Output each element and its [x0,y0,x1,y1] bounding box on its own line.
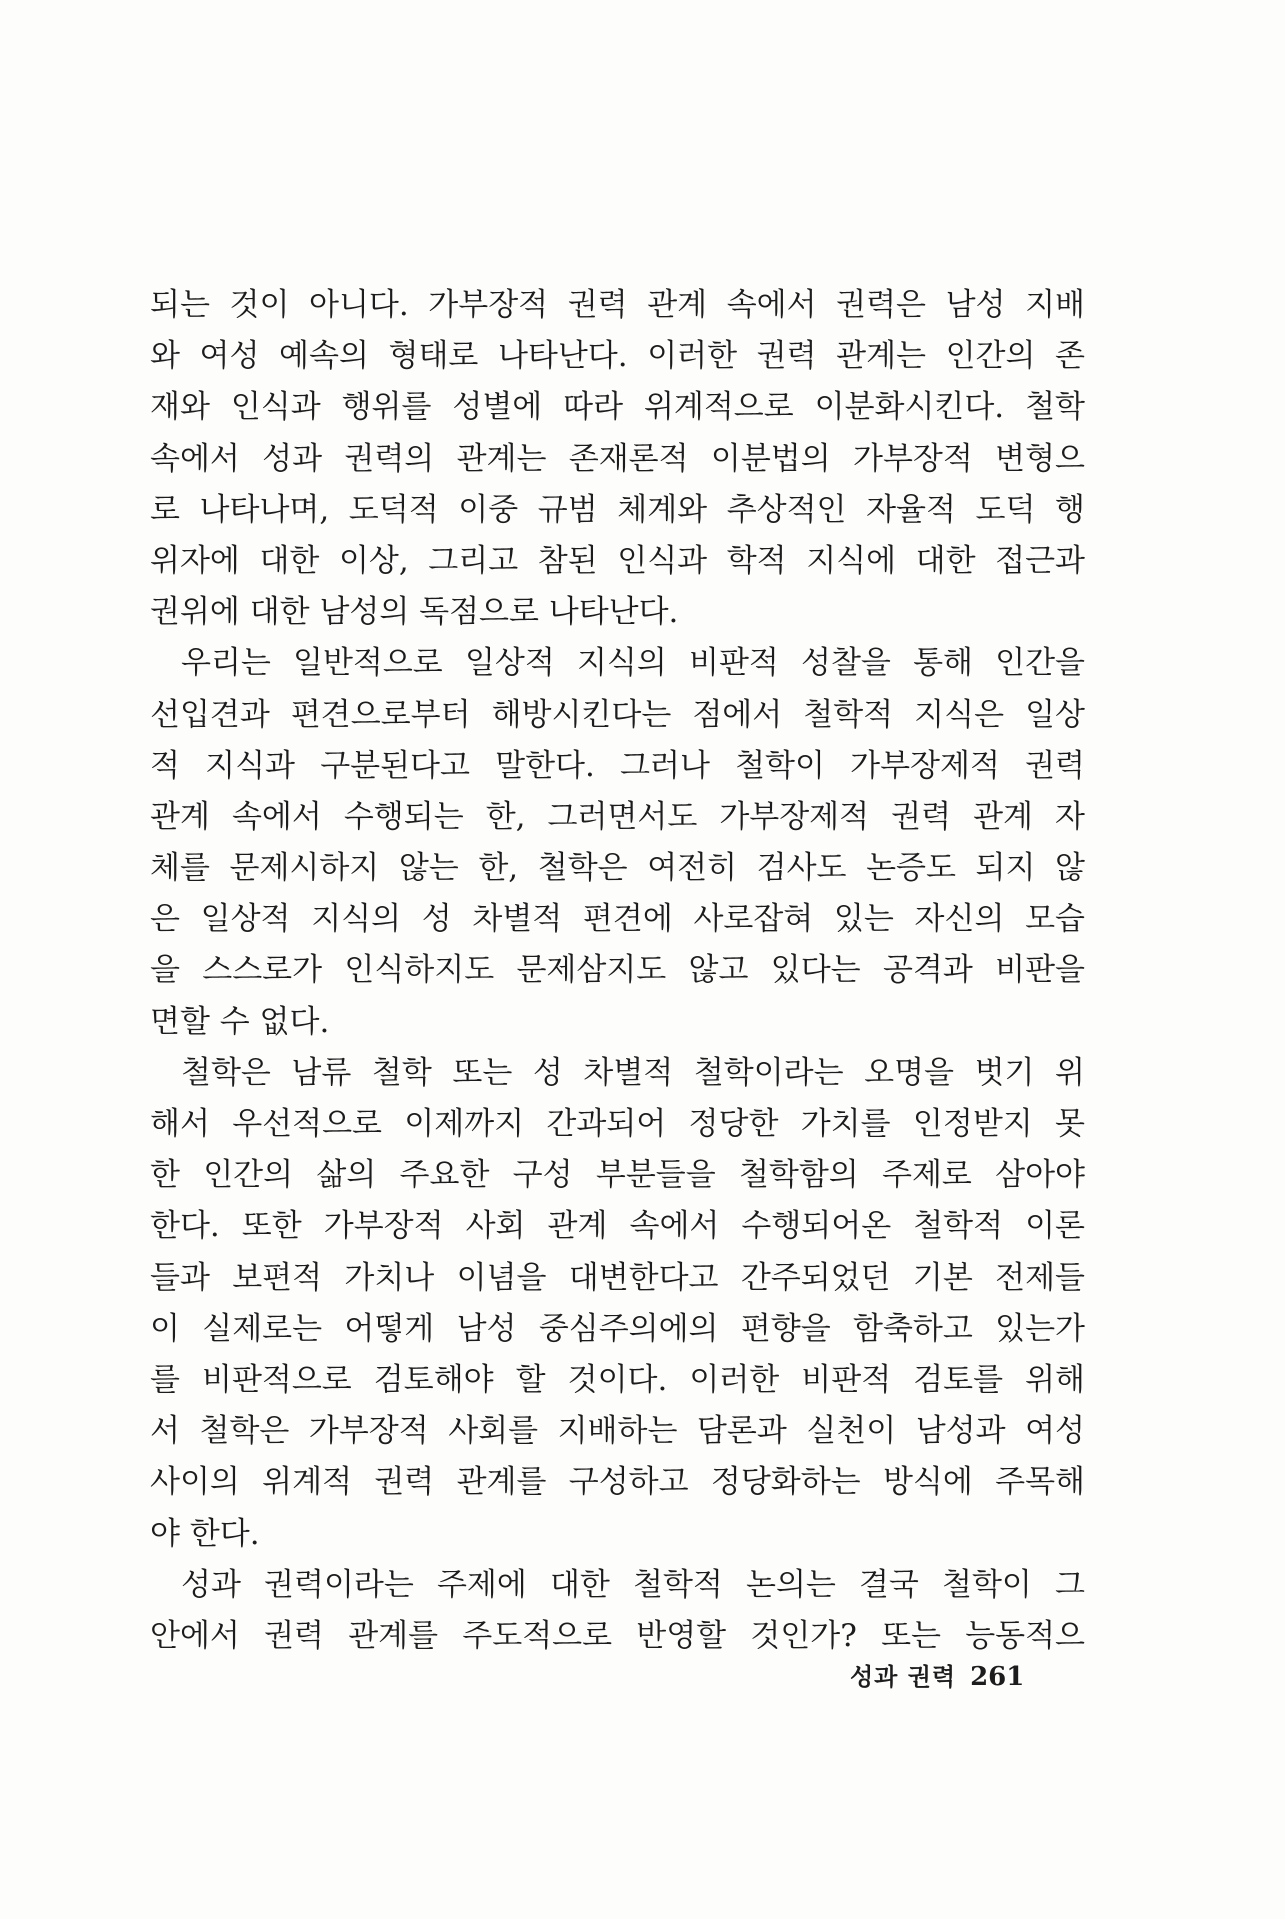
text-line: 속에서 성과 권력의 관계는 존재론적 이분법의 가부장적 변형으 [150,440,1085,477]
body-text [150,280,1085,1662]
text-line: 은 일상적 지식의 성 차별적 편견에 사로잡혀 있는 자신의 모습 [150,901,1085,938]
text-line: 와 여성 예속의 형태로 나타난다. 이러한 권력 관계는 인간의 존 [150,338,1085,375]
text-line: 서 철학은 가부장적 사회를 지배하는 담론과 실천이 남성과 여성 [150,1413,1085,1450]
text-line: 야 한다. [150,1515,260,1552]
text-line: 로 나타나며, 도덕적 이중 규범 체계와 추상적인 자율적 도덕 행 [150,491,1085,528]
text-line: 한다. 또한 가부장적 사회 관계 속에서 수행되어온 철학적 이론 [150,1208,1085,1245]
text-line: 사이의 위계적 권력 관계를 구성하고 정당화하는 방식에 주목해 [150,1464,1085,1501]
text-line: 해서 우선적으로 이제까지 간과되어 정당한 가치를 인정받지 못 [150,1106,1085,1142]
text-line: 권위에 대한 남성의 독점으로 나타난다. [150,594,679,631]
text-line: 관계 속에서 수행되는 한, 그러면서도 가부장제적 권력 관계 자 [150,798,1085,835]
text-line: 한 인간의 삶의 주요한 구성 부분들을 철학함의 주제로 삼아야 [150,1157,1085,1194]
text-line: 선입견과 편견으로부터 해방시킨다는 점에서 철학적 지식은 일상 [150,696,1085,733]
text-line: 을 스스로가 인식하지도 문제삼지도 않고 있다는 공격과 비판을 [150,952,1085,989]
page-footer [850,1657,1090,1697]
text-line: 이 실제로는 어떻게 남성 중심주의에의 편향을 함축하고 있는가 [150,1310,1085,1347]
text-line: 안에서 권력 관계를 주도적으로 반영할 것인가? 또는 능동적으 [150,1617,1085,1654]
running-head: 성과 권력 [850,1662,957,1691]
text-line: 를 비판적으로 검토해야 할 것이다. 이러한 비판적 검토를 위해 [150,1361,1085,1398]
page-number: 261 [970,1662,1025,1692]
text-line: 면할 수 없다. [150,1003,330,1040]
text-line: 되는 것이 아니다. 가부장적 권력 관계 속에서 권력은 남성 지배 [150,287,1085,323]
text-line: 재와 인식과 행위를 성별에 따라 위계적으로 이분화시킨다. 철학 [150,389,1085,426]
text-line: 위자에 대한 이상, 그리고 참된 인식과 학적 지식에 대한 접근과 [150,542,1085,579]
text-line: 우리는 일반적으로 일상적 지식의 비판적 성찰을 통해 인간을 [181,645,1085,682]
text-line: 체를 문제시하지 않는 한, 철학은 여전히 검사도 논증도 되지 않 [150,850,1085,887]
text-line: 들과 보편적 가치나 이념을 대변한다고 간주되었던 기본 전제들 [150,1259,1085,1296]
text-line: 철학은 남류 철학 또는 성 차별적 철학이라는 오명을 벗기 위 [181,1054,1085,1091]
text-line: 적 지식과 구분된다고 말한다. 그러나 철학이 가부장제적 권력 [150,747,1085,784]
text-line: 성과 권력이라는 주제에 대한 철학적 논의는 결국 철학이 그 [181,1566,1085,1603]
